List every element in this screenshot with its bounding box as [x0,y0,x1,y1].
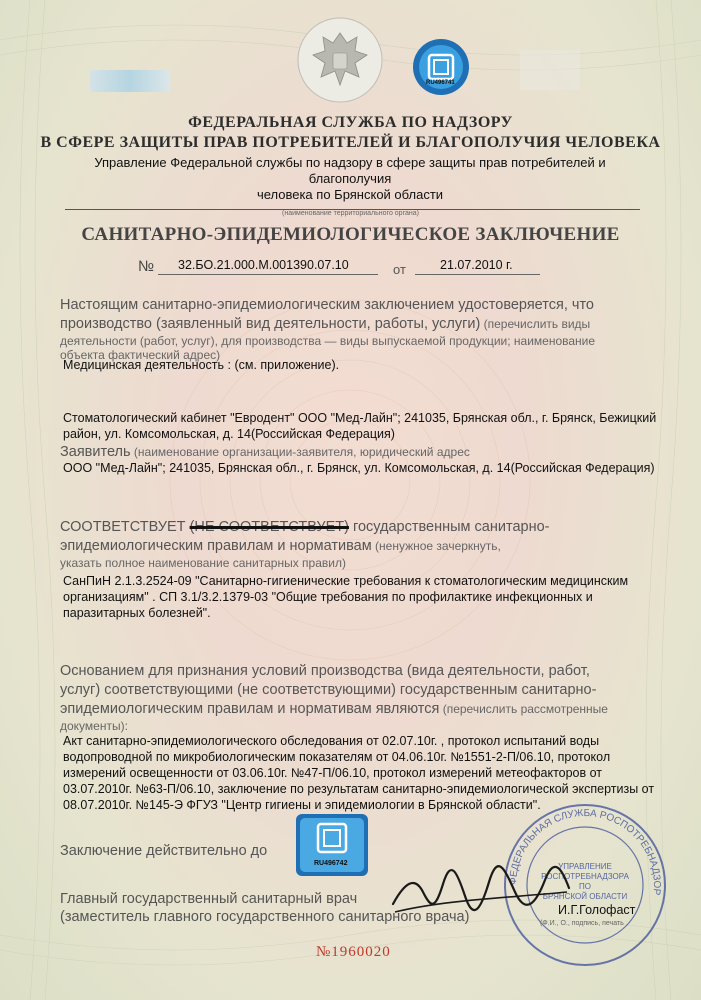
doc-line1: Акт санитарно-эпидемиологического обследования от 02.07.10г. , протокол испытаний воды [63,734,600,748]
applicant-hint: (наименование организации-заявителя, юридический адрес [130,445,470,459]
applicant-label: Заявитель [60,444,131,460]
activity-intro-line1: Настоящим санитарно-эпидемиологическим заключением удостоверяется, что [60,297,594,313]
object-line1: Стоматологический кабинет "Евродент" ООО "Мед-Лайн"; 241035, Брянская обл., г. Брянск, Бежицкий [63,411,657,425]
hologram2-code: RU496742 [314,860,348,867]
basis-line2: услуг) соответствующими (не соответствующими) государственным санитарно- [60,682,597,698]
doc-line3: измерений освещенности от 03.06.10г. №47-П/06.10, протокол измерений метеофакторов от [63,766,603,780]
object-description [63,410,663,442]
compliance-line3: указать полное наименование санитарных правил) [60,556,346,570]
number-label: № [138,258,155,275]
object-line2: район, ул. Комсомольская, д. 14(Российская Федерация) [63,427,395,441]
stamp-center-line4: БРЯНСКОЙ ОБЛАСТИ [542,892,628,901]
stamp-ring-text: ФЕДЕРАЛЬНАЯ СЛУЖБА РОСПОТРЕБНАДЗОР [507,807,663,896]
date-underline [415,274,540,275]
compliance-hint: (ненужное зачеркнуть, [371,539,501,553]
document-number: 32.БО.21.000.М.001390.07.10 [178,258,349,272]
stamp-center-line1: УПРАВЛЕНИЕ [558,862,612,871]
applicant-value: ООО "Мед-Лайн"; 241035, Брянская обл., г. Брянск, ул. Комсомольская, д. 14(Российская Федерация) [63,461,655,475]
signer-line2: (заместитель главного государственного санитарного врача) [60,909,470,925]
rules-line1: СанПиН 2.1.3.2524-09 "Санитарно-гигиенические требования к стоматологическим медицинским [63,574,629,588]
validity-label: Заключение действительно до [60,843,268,859]
doc-line2: водопроводной по микробиологическим показателям от 04.06.10г. №1551-2-П/06.10, протокол [63,750,611,764]
activity-intro-line2: производство (заявленный вид деятельности, работы, услуги) [60,316,481,332]
signer-name: И.Г.Голофаст [558,903,636,917]
compliance-line1-rest: государственным санитарно- [348,519,550,535]
document-title: САНИТАРНО-ЭПИДЕМИОЛОГИЧЕСКОЕ ЗАКЛЮЧЕНИЕ [81,224,620,245]
department-line1: Управление Федеральной службы по надзору в сфере защиты прав потребителей и благополучия [94,155,606,186]
basis-line3: эпидемиологическим правилам и нормативам являются [60,701,440,717]
date-label: от [393,262,406,277]
compliance-struck: (НЕ СООТВЕТСТВУЕТ) [189,519,349,535]
department-hint: (наименование территориального органа) [282,210,419,217]
document-date: 21.07.2010 г. [440,258,513,272]
compliance-statement [60,518,670,570]
coat-of-arms-emblem [295,15,385,105]
agency-title-line2: В СФЕРЕ ЗАЩИТЫ ПРАВ ПОТРЕБИТЕЛЕЙ И БЛАГОПОЛУЧИЯ ЧЕЛОВЕКА [40,134,661,151]
serial-number: №1960020 [316,944,391,960]
basis-line1: Основанием для признания условий производства (вида деятельности, работ, [60,663,590,679]
signer-hint: (Ф.И., О., подпись, печать [540,920,624,927]
rules-line3: паразитарных болезней". [63,606,211,620]
basis-statement [60,662,675,733]
hologram-code: RU496741 [426,80,455,86]
activity-value: Медицинская деятельность : (см. приложение). [63,358,340,372]
basis-line4: документы): [60,719,128,733]
stamp-center-line2: РОСПОТРЕБНАДЗОРА [541,872,629,881]
activity-intro-hint: (перечислить виды [480,317,591,331]
basis-hint: (перечислить рассмотренные [439,702,608,716]
security-strip [90,70,170,92]
number-underline [158,274,378,275]
activity-intro-line4: объекта фактический адрес) [60,348,221,362]
signer-line1: Главный государственный санитарный врач [60,891,358,907]
rules-line2: организациям" . СП 3.1/3.2.1379-03 "Общие требования по профилактике инфекционных и [63,590,593,604]
stamp-center-line3: ПО [579,882,591,891]
compliance-line2: эпидемиологическим правилам и нормативам [60,538,372,554]
compliance-word: СООТВЕТСТВУЕТ [60,519,186,535]
doc-line4: 03.07.2010г. №63-П/06.10, заключение по результатам санитарно-эпидемиологической экспертизы от [63,782,655,796]
watermark-patch [520,50,580,90]
handwritten-signature [385,862,575,922]
doc-line5: 08.07.2010г. №145-Э ФГУЗ "Центр гигиены и эпидемиологии в Брянской области". [63,798,541,812]
sanitary-rules [63,573,673,621]
department-line2: человека по Брянской области [256,187,444,202]
agency-title-line1: ФЕДЕРАЛЬНАЯ СЛУЖБА ПО НАДЗОРУ [188,114,513,131]
department-name [60,155,640,203]
hologram-seal-bottom [296,814,368,876]
hologram-seal-top [412,38,470,96]
activity-intro-line3: деятельности (работ, услуг), для производства — виды выпускаемой продукции; наименование [60,334,596,348]
activity-intro [60,296,660,361]
